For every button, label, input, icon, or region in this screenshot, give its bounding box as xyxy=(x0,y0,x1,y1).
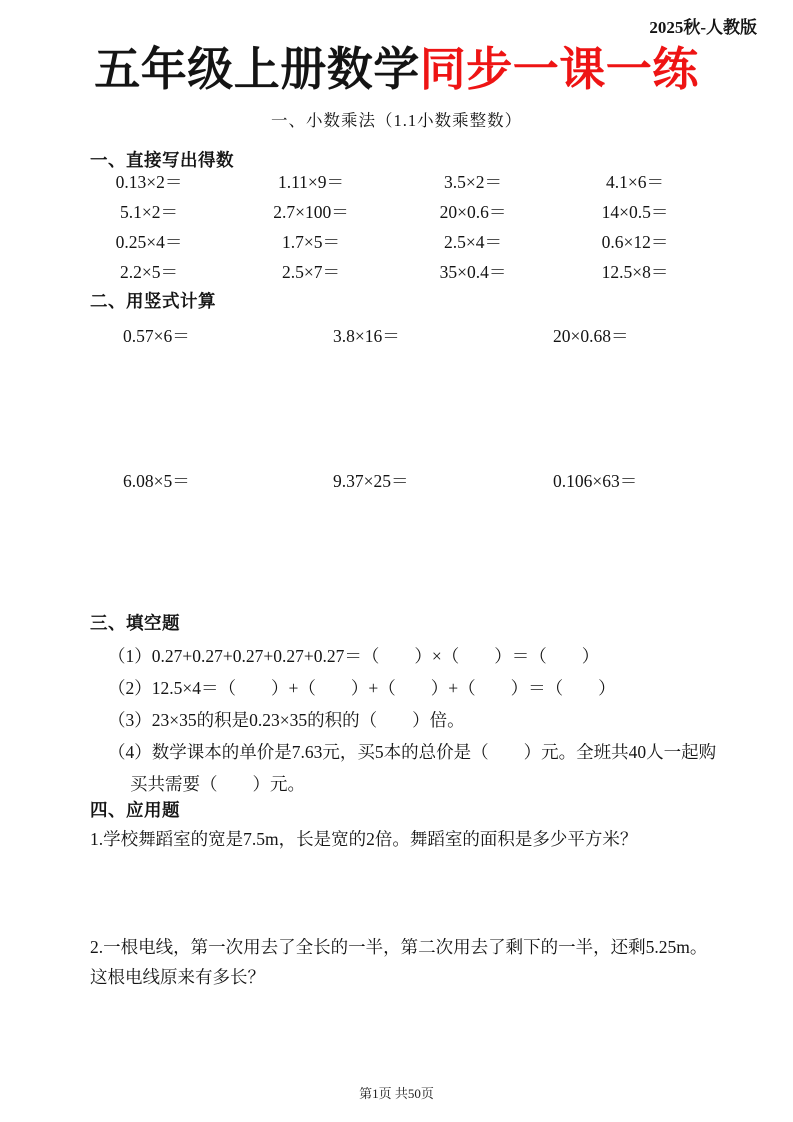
fill-blank-item-4-continued: 买共需要（ ）元。 xyxy=(130,774,305,794)
vertical-calc-problem: 9.37×25＝ xyxy=(333,471,409,491)
word-problem-2-line1: 2.一根电线，第一次用去了全长的一半，第二次用去了剩下的一半，还剩5.25m。 xyxy=(90,937,708,957)
section3-items xyxy=(0,640,760,800)
oral-calc-problem: 5.1×2＝ xyxy=(120,201,178,222)
edition-label: 2025秋-人教版 xyxy=(649,18,757,37)
oral-calc-problem: 0.13×2＝ xyxy=(115,171,183,192)
page-number: 第1页 共50页 xyxy=(359,1086,434,1101)
section2-row1 xyxy=(123,323,763,348)
vertical-calc-problem: 20×0.68＝ xyxy=(553,326,629,346)
oral-calc-problem: 1.7×5＝ xyxy=(282,231,340,252)
word-problem-2-line2: 这根电线原来有多长？ xyxy=(90,967,265,987)
oral-calc-problem: 20×0.6＝ xyxy=(439,201,507,222)
oral-calc-problem: 1.11×9＝ xyxy=(277,171,345,192)
title-red-part: 同步一课一练 xyxy=(419,43,699,95)
fill-blank-item-3: （3）23×35的积是0.23×35的积的（ ）倍。 xyxy=(108,710,465,730)
fill-blank-item-1: （1）0.27+0.27+0.27+0.27+0.27＝（ ）×（ ）＝（ ） xyxy=(108,646,600,666)
vertical-calc-problem: 0.57×6＝ xyxy=(123,326,190,346)
fill-blank-item-4: （4）数学课本的单价是7.63元，买5本的总价是（ ）元。全班共40人一起购 xyxy=(108,742,717,762)
oral-calc-problem: 0.6×12＝ xyxy=(601,231,669,252)
oral-calc-problem: 2.2×5＝ xyxy=(120,261,178,282)
oral-calc-problem: 0.25×4＝ xyxy=(115,231,183,252)
oral-calc-problem: 14×0.5＝ xyxy=(601,201,669,222)
oral-calc-problem: 2.5×4＝ xyxy=(444,231,502,252)
oral-calc-problem: 12.5×8＝ xyxy=(601,261,669,282)
title-black-part: 五年级上册数学 xyxy=(94,43,420,95)
page-title xyxy=(0,42,793,97)
fill-blank-item-2: （2）12.5×4＝（ ）+（ ）+（ ）+（ ）＝（ ） xyxy=(108,678,616,698)
word-problem-1: 1.学校舞蹈室的宽是7.5m，长是宽的2倍。舞蹈室的面积是多少平方米？ xyxy=(90,829,638,849)
oral-calc-problem: 35×0.4＝ xyxy=(439,261,507,282)
vertical-calc-problem: 6.08×5＝ xyxy=(123,471,190,491)
lesson-subtitle: 一、小数乘法（1.1小数乘整数） xyxy=(270,111,523,130)
section1-heading: 一、直接写出得数 xyxy=(90,150,234,170)
section1-problem-grid xyxy=(68,166,716,286)
section4-heading: 四、应用题 xyxy=(90,800,180,820)
word-problem-2 xyxy=(90,932,792,992)
oral-calc-problem: 2.7×100＝ xyxy=(273,201,349,222)
section3-heading: 三、填空题 xyxy=(90,613,180,633)
vertical-calc-problem: 3.8×16＝ xyxy=(333,326,400,346)
oral-calc-problem: 4.1×6＝ xyxy=(606,171,664,192)
section2-heading: 二、用竖式计算 xyxy=(90,291,216,311)
vertical-calc-problem: 0.106×63＝ xyxy=(553,471,638,491)
oral-calc-problem: 2.5×7＝ xyxy=(282,261,340,282)
section2-row2 xyxy=(123,468,763,493)
oral-calc-problem: 3.5×2＝ xyxy=(444,171,502,192)
